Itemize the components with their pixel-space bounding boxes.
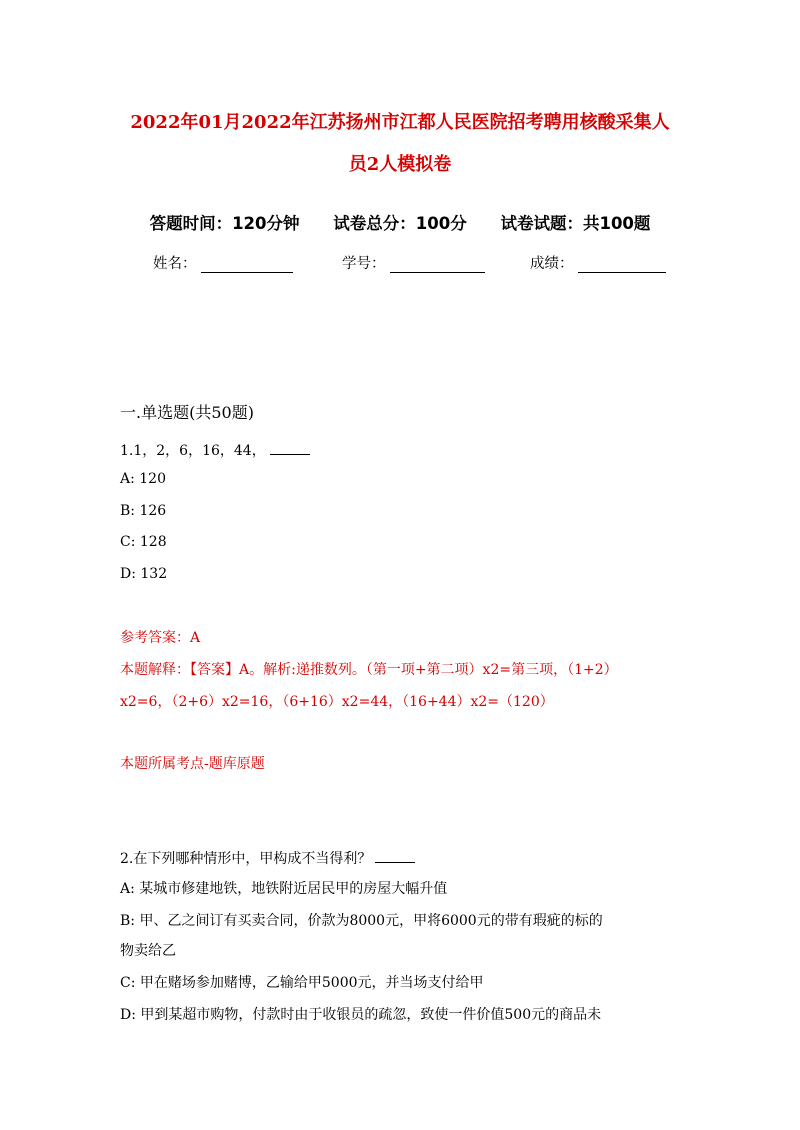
exam-time: 答题时间：120分钟 — [149, 214, 300, 233]
question-2-stem — [120, 848, 415, 868]
title-line-2: 员2人模拟卷 — [348, 154, 452, 175]
name-blank — [201, 256, 293, 273]
score-label: 成绩： — [530, 256, 574, 272]
question-1-option-d: D: 132 — [120, 566, 168, 582]
question-1-stem — [120, 440, 310, 460]
question-2-text: 2.在下列哪种情形中，甲构成不当得利？ — [120, 851, 372, 867]
question-1-answer: 参考答案：A — [120, 630, 201, 646]
score-field — [530, 252, 666, 273]
question-1-topic: 本题所属考点-题库原题 — [120, 756, 265, 772]
question-1-text: 1.1，2，6，16，44， — [120, 443, 266, 459]
question-1-option-c: C: 128 — [120, 534, 167, 550]
score-blank — [578, 256, 666, 273]
question-2-option-d: D: 甲到某超市购物，付款时由于收银员的疏忽，致使一件价值500元的商品未 — [120, 1007, 602, 1023]
question-1-option-a: A: 120 — [120, 471, 166, 487]
exam-meta — [60, 210, 740, 234]
id-label: 学号： — [342, 256, 386, 272]
name-field — [153, 252, 293, 273]
exam-question-count: 试卷试题：共100题 — [500, 214, 651, 233]
question-1-explanation-1: 本题解释：【答案】A。解析:递推数列。（第一项+第二项）x2=第三项，（1+2） — [120, 662, 618, 678]
answer-blank — [375, 850, 415, 863]
answer-blank — [270, 442, 310, 455]
question-2-option-c: C: 甲在赌场参加赌博，乙输给甲5000元，并当场支付给甲 — [120, 975, 484, 991]
id-blank — [390, 256, 485, 273]
question-1-option-b: B: 126 — [120, 503, 167, 519]
exam-total-score: 试卷总分：100分 — [333, 214, 467, 233]
question-2-option-b: B: 甲、乙之间订有买卖合同，价款为8000元，甲将6000元的带有瑕疵的标的 — [120, 913, 603, 929]
id-field — [342, 252, 485, 273]
question-2-option-b-cont: 物卖给乙 — [120, 943, 176, 959]
section-title: 一.单选题(共50题) — [120, 403, 254, 422]
question-2-option-a: A: 某城市修建地铁，地铁附近居民甲的房屋大幅升值 — [120, 881, 448, 897]
question-1-explanation-2: x2=6，（2+6）x2=16，（6+16）x2=44，（16+44）x2=（120） — [120, 694, 554, 710]
title-line-1: 2022年01月2022年江苏扬州市江都人民医院招考聘用核酸采集人 — [130, 112, 670, 133]
name-label: 姓名： — [153, 256, 197, 272]
